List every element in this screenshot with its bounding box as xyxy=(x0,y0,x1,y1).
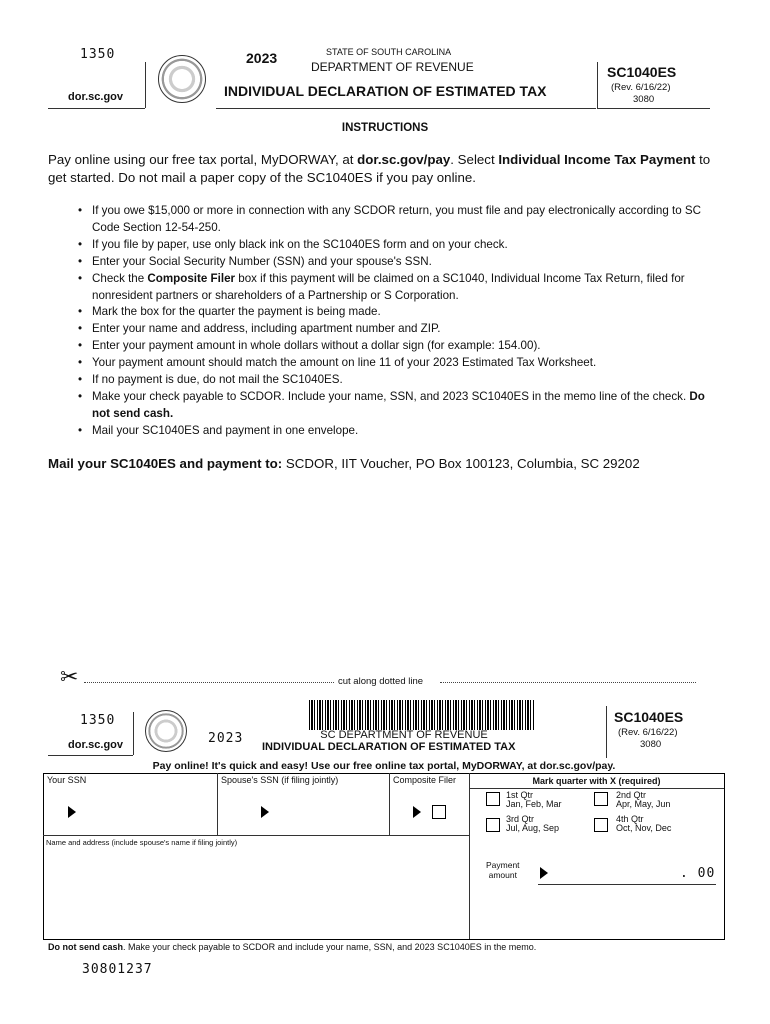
form-id: SC1040ES xyxy=(607,64,677,80)
mailing-instructions: Mail your SC1040ES and payment to: SCDOR, IIT Voucher, PO Box 100123, Columbia, SC 29202 xyxy=(48,456,640,471)
divider xyxy=(48,108,145,109)
divider xyxy=(470,788,724,789)
voucher-department: SC DEPARTMENT OF REVENUE xyxy=(320,729,488,741)
divider xyxy=(133,712,134,755)
ssn-input[interactable] xyxy=(80,797,210,827)
list-item: • If you file by paper, use only black ink on the SC1040ES form and on your check. xyxy=(78,237,708,254)
pay-online-banner: Pay online! It's quick and easy! Use our free online tax portal, MyDORWAY, at dor.sc.gov/pay. xyxy=(152,760,616,772)
website: dor.sc.gov xyxy=(68,91,124,103)
form-title: INDIVIDUAL DECLARATION OF ESTIMATED TAX xyxy=(224,83,547,99)
tax-year: 2023 xyxy=(246,50,278,66)
department-name: DEPARTMENT OF REVENUE xyxy=(311,60,474,74)
instruction-list xyxy=(78,203,708,440)
payment-amount-input[interactable] xyxy=(552,860,676,884)
composite-filer-label: Composite Filer xyxy=(393,775,457,785)
quarter-header: Mark quarter with X (required) xyxy=(532,776,661,786)
dotted-cut-line xyxy=(84,682,334,683)
voucher-form-id: SC1040ES xyxy=(614,709,684,725)
scissors-icon: ✂ xyxy=(60,664,79,689)
state-name: STATE OF SOUTH CAROLINA xyxy=(326,47,452,57)
quarter-1-label: 1st Qtr Jan, Feb, Mar xyxy=(506,790,562,809)
list-item: • If you owe $15,000 or more in connection with any SCDOR return, you must file and pay electronically according to SC Code Section 12-54-250. xyxy=(78,203,708,237)
list-item: • Enter your payment amount in whole dollars without a dollar sign (for example: 154.00). xyxy=(78,338,708,355)
divider xyxy=(606,706,607,758)
arrow-icon xyxy=(540,867,548,879)
list-item: • Enter your Social Security Number (SSN) and your spouse's SSN. xyxy=(78,254,708,271)
scan-code: 30801237 xyxy=(82,962,153,977)
divider xyxy=(469,773,470,939)
spouse-ssn-label: Spouse's SSN (if filing jointly) xyxy=(221,775,339,785)
composite-filer-checkbox[interactable] xyxy=(432,805,446,819)
divider xyxy=(48,755,133,756)
list-item: • Enter your name and address, including apartment number and ZIP. xyxy=(78,321,708,338)
voucher-form-code: 1350 xyxy=(80,713,116,728)
quarter-1-checkbox[interactable] xyxy=(486,792,500,806)
form-code: 1350 xyxy=(80,47,116,62)
divider xyxy=(597,108,710,109)
spouse-ssn-input[interactable] xyxy=(273,797,383,827)
voucher-title: INDIVIDUAL DECLARATION OF ESTIMATED TAX xyxy=(262,741,516,753)
divider xyxy=(145,62,146,108)
barcode xyxy=(309,700,535,730)
divider xyxy=(538,884,716,885)
name-address-label: Name and address (include spouse's name if filing jointly) xyxy=(46,838,238,847)
payment-amount-label: Payment amount xyxy=(486,860,520,880)
list-item: • Mail your SC1040ES and payment in one envelope. xyxy=(78,423,708,440)
intro-paragraph: Pay online using our free tax portal, MyDORWAY, at dor.sc.gov/pay. Select Individual Income Tax Payment to get started. Do not mail a paper copy of the SC1040ES if you pay online. xyxy=(48,152,711,185)
arrow-icon xyxy=(261,806,269,818)
voucher-form-number: 3080 xyxy=(640,739,662,750)
revision-date: (Rev. 6/16/22) xyxy=(611,82,671,93)
quarter-4-checkbox[interactable] xyxy=(594,818,608,832)
divider xyxy=(389,773,390,835)
list-item: • Check the Composite Filer box if this payment will be claimed on a SC1040, Individual Income Tax Return, filed for nonresident partners or shareholders of a Partnership or S Corporation. xyxy=(78,271,708,305)
footer-note: Do not send cash. Make your check payable to SCDOR and include your name, SSN, and 2023 SC1040ES in the memo. xyxy=(48,942,537,952)
quarter-3-label: 3rd Qtr Jul, Aug, Sep xyxy=(506,814,560,833)
dotted-cut-line xyxy=(440,682,696,683)
divider xyxy=(217,773,218,835)
instructions-heading: INSTRUCTIONS xyxy=(341,122,429,134)
divider xyxy=(43,835,470,836)
ssn-label: Your SSN xyxy=(47,775,87,785)
state-seal xyxy=(158,55,206,103)
state-seal xyxy=(145,710,187,752)
divider xyxy=(597,62,598,109)
list-item: • Your payment amount should match the amount on line 11 of your 2023 Estimated Tax Worksheet. xyxy=(78,355,708,372)
voucher-website: dor.sc.gov xyxy=(68,739,124,751)
quarter-2-checkbox[interactable] xyxy=(594,792,608,806)
arrow-icon xyxy=(413,806,421,818)
list-item: • If no payment is due, do not mail the SC1040ES. xyxy=(78,372,708,389)
quarter-2-label: 2nd Qtr Apr, May, Jun xyxy=(616,790,671,809)
voucher-year: 2023 xyxy=(208,731,244,746)
portal-link[interactable]: dor.sc.gov/pay xyxy=(357,152,451,167)
arrow-icon xyxy=(68,806,76,818)
list-item: • Mark the box for the quarter the payment is being made. xyxy=(78,304,708,321)
quarter-4-label: 4th Qtr Oct, Nov, Dec xyxy=(616,814,672,833)
divider xyxy=(216,108,596,109)
voucher-revision-date: (Rev. 6/16/22) xyxy=(618,727,678,738)
list-item: • Make your check payable to SCDOR. Include your name, SSN, and 2023 SC1040ES in the memo line of the check. Do not send cash. xyxy=(78,389,708,423)
quarter-3-checkbox[interactable] xyxy=(486,818,500,832)
payment-cents: . 00 xyxy=(680,866,716,881)
name-address-input[interactable] xyxy=(48,850,463,934)
cut-instruction: cut along dotted line xyxy=(338,676,424,687)
form-number: 3080 xyxy=(633,94,655,105)
